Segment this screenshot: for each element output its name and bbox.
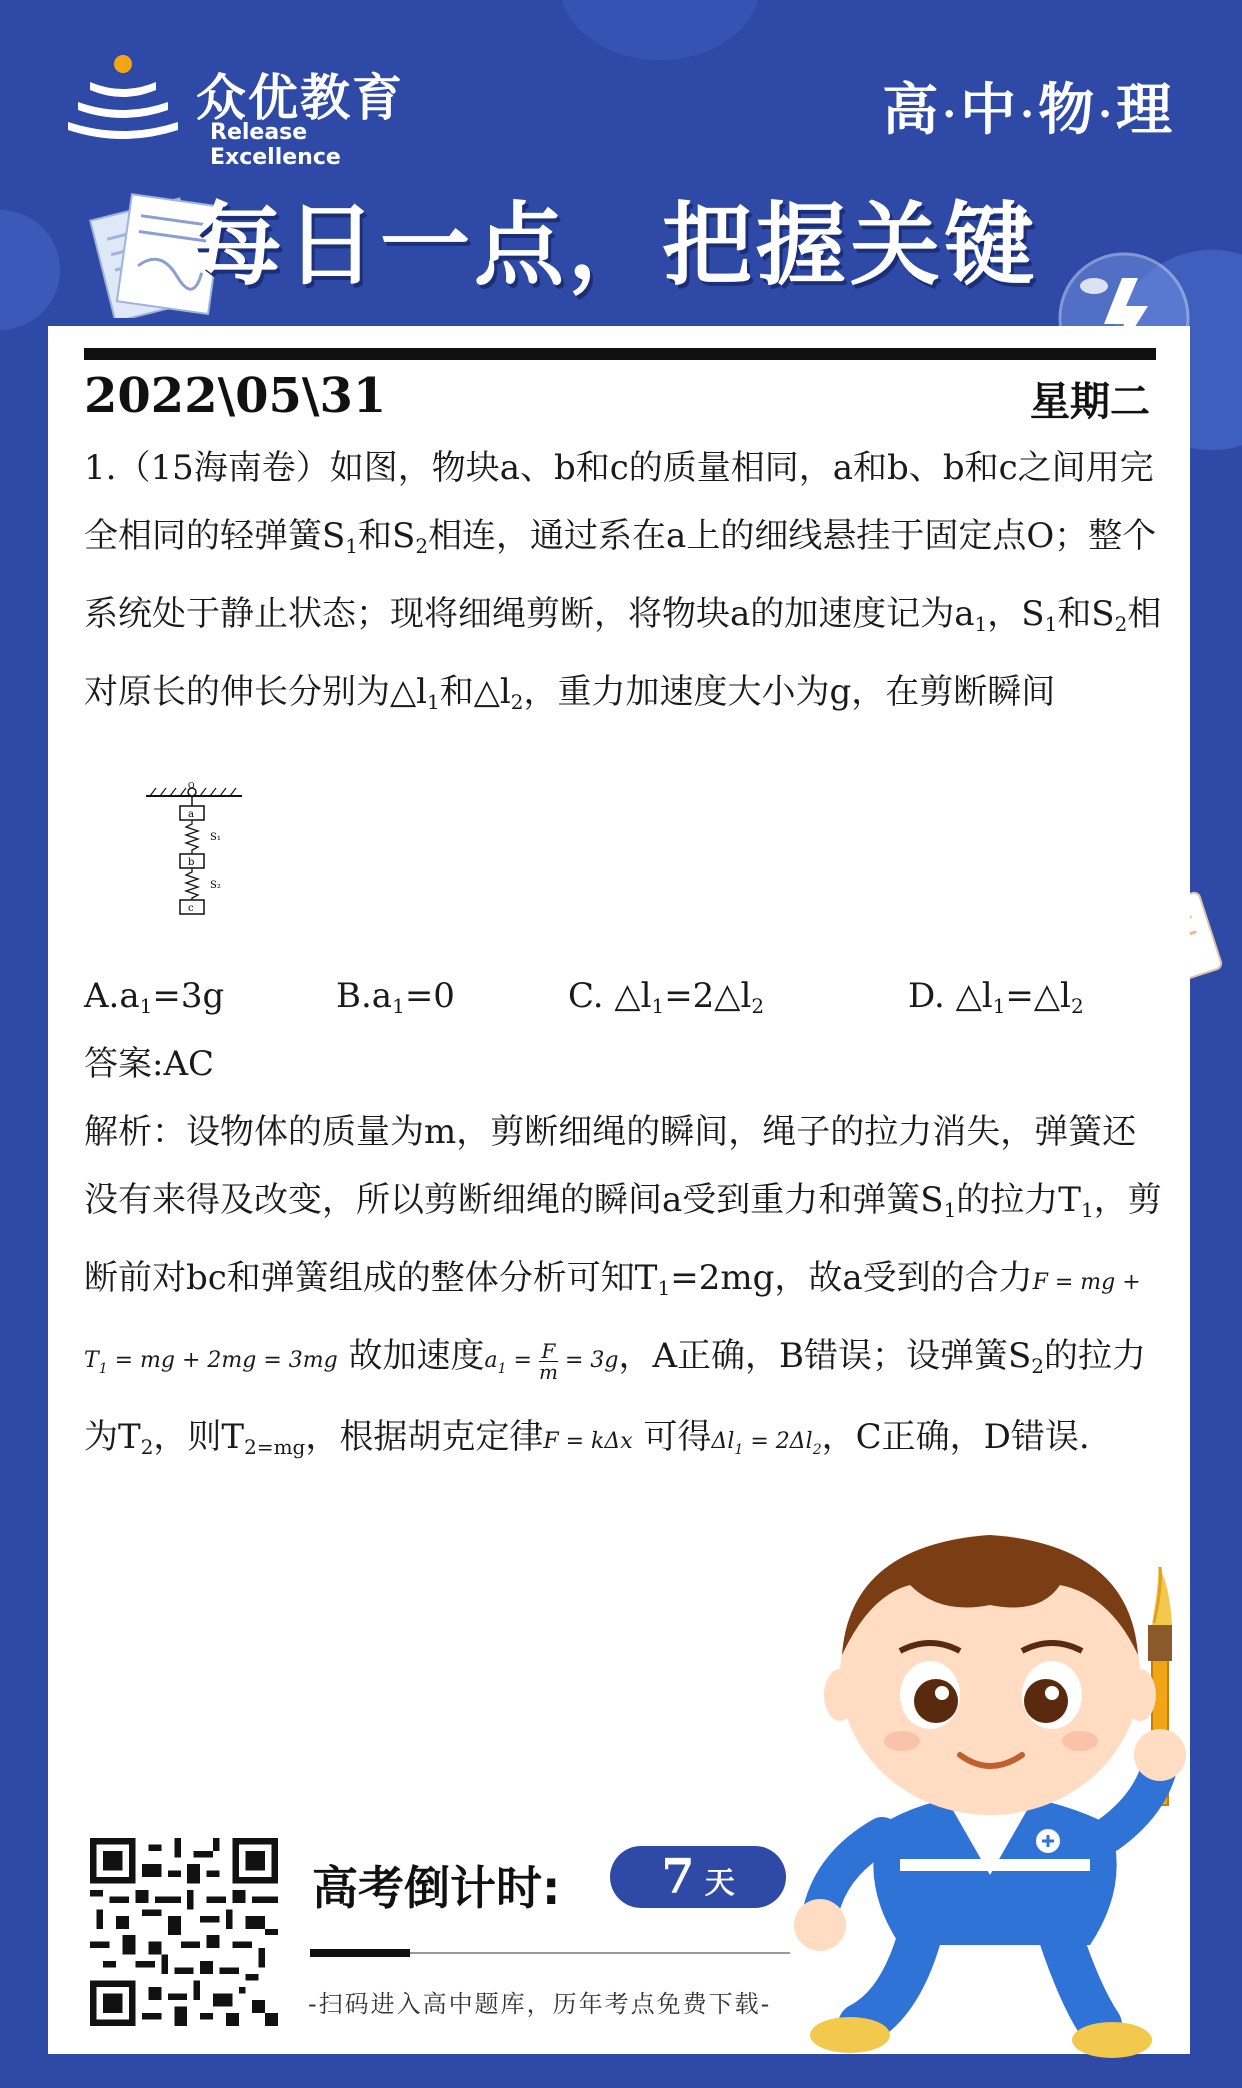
subject-dot: · — [1098, 90, 1116, 138]
question-text — [84, 434, 1164, 736]
countdown-badge — [610, 1846, 786, 1908]
question-segment: ，S — [987, 594, 1045, 634]
question-segment: 相对原长的伸长分别为△l — [84, 594, 1162, 712]
option-d — [908, 962, 1084, 1040]
analysis-segment: 解析：设物体的质量为m，剪断细绳的瞬间，绳子的拉力消失，弹簧还没有来得及改变，所以剪断细绳的瞬间a受到重力和弹簧S — [84, 1112, 1137, 1220]
analysis-segment: =2mg，故a受到的合力 — [670, 1258, 1033, 1298]
formula-text: = mg + 2mg = 3mg — [107, 1348, 338, 1373]
analysis-segment: 的拉力T — [956, 1180, 1081, 1220]
subscript: 1 — [1044, 612, 1058, 636]
subject-dot: · — [942, 90, 961, 138]
block-b-label: b — [188, 857, 195, 868]
question-segment: 和S — [358, 516, 416, 556]
countdown-unit: 天 — [704, 1866, 735, 1901]
fraction-numerator: F — [539, 1341, 558, 1362]
analysis-text — [84, 1098, 1164, 1484]
subscript: 1 — [345, 534, 359, 558]
option-text: =0 — [404, 976, 455, 1016]
spring-s2-label: S₂ — [210, 880, 221, 891]
option-text: B.a — [336, 976, 393, 1016]
answer-options — [84, 962, 1164, 1040]
subject-char: 理 — [1116, 77, 1176, 143]
subscript: 2 — [510, 690, 524, 714]
subscript: 2 — [140, 1435, 154, 1459]
subscript: 1 — [427, 690, 440, 714]
subscript: 2 — [812, 1442, 822, 1458]
option-text: C. △l — [568, 976, 652, 1016]
question-segment: 和△l — [439, 672, 511, 712]
formula-text: = 3g — [557, 1348, 619, 1373]
subscript: 1 — [734, 1442, 744, 1458]
subscript: 1 — [651, 994, 665, 1018]
formula-text: = 2Δl — [743, 1429, 813, 1454]
subject-char: 中 — [960, 77, 1021, 143]
weekday: 星期二 — [1030, 379, 1150, 425]
answer-line: 答案:AC — [84, 1044, 215, 1084]
subscript: 1 — [98, 1361, 108, 1377]
option-c — [568, 962, 908, 1040]
brand-logo — [68, 52, 428, 170]
option-text: =2△l — [664, 976, 752, 1016]
subscript: 1 — [139, 994, 153, 1018]
analysis-segment: ，剪断前对bc和弹簧组成的整体分析可知T — [84, 1180, 1162, 1298]
subscript: 1 — [974, 612, 988, 636]
slogan: 每日一点，把握关键 — [192, 193, 1038, 298]
analysis-segment: ，A正确，B错误；设弹簧S — [618, 1336, 1032, 1376]
subscript: 1 — [992, 994, 1006, 1018]
subscript: 2 — [1031, 1354, 1045, 1378]
formula-hooke: F = kΔx — [543, 1429, 633, 1454]
date: 2022\05\31 — [84, 368, 387, 424]
bg-decor-circle — [560, 0, 760, 60]
question-segment: 1.（15海南卷）如图，物块a、b和c的质量相同，a和b、b和c之间用完全相同的轻弹簧S — [84, 448, 1154, 556]
option-text: =△l — [1005, 976, 1071, 1016]
countdown-label: 高考倒计时: — [312, 1861, 561, 1915]
analysis-segment: ，则T — [153, 1417, 245, 1457]
question-segment: 相连，通过系在a上的细线悬挂于固定点O；整个系统处于静止状态；现将细绳剪断，将物块a的加速度记为a — [84, 516, 1157, 634]
subject-title — [882, 66, 1176, 146]
footer-rule-accent — [310, 1949, 410, 1957]
subscript: 2 — [415, 534, 429, 558]
point-o-label: O — [188, 782, 195, 790]
mascot-boy-icon — [790, 1505, 1210, 2065]
subject-char: 高 — [882, 77, 943, 143]
analysis-segment: 故加速度 — [337, 1336, 485, 1376]
formula-extension — [711, 1429, 822, 1458]
spring-s1-label: S₁ — [210, 832, 221, 843]
qr-code[interactable] — [90, 1838, 278, 2026]
brand-name-en: Release Excellence — [210, 120, 341, 170]
formula-text: F = mg + T — [84, 1270, 1141, 1373]
block-a-label: a — [188, 809, 194, 820]
option-text: =3g — [152, 976, 225, 1016]
analysis-segment: ，C正确，D错误. — [821, 1417, 1090, 1457]
subject-char: 物 — [1038, 77, 1099, 143]
question-segment: ，重力加速度大小为g，在剪断瞬间 — [523, 672, 1056, 712]
subject-dot: · — [1020, 90, 1039, 138]
countdown-days: 7 — [661, 1849, 695, 1905]
formula-text: = — [506, 1348, 539, 1373]
spring-blocks-figure — [146, 782, 256, 928]
formula-acceleration — [484, 1338, 619, 1384]
analysis-segment: 可得 — [632, 1417, 712, 1457]
brand-name-cn: 众优教育 — [196, 69, 404, 127]
subscript: 2 — [751, 994, 765, 1018]
subscript: 2 — [1114, 612, 1128, 636]
analysis-segment: 的拉力为T — [84, 1336, 1147, 1457]
subscript: 1 — [657, 1276, 671, 1300]
analysis-segment: ，根据胡克定律 — [305, 1417, 544, 1457]
promo-text: -扫码进入高中题库，历年考点免费下载- — [308, 1990, 772, 2018]
formula-text: Δl — [711, 1429, 735, 1454]
bg-decor-circle — [0, 210, 60, 330]
subscript: 2 — [1070, 994, 1084, 1018]
top-rule — [84, 348, 1156, 360]
subscript: 1 — [497, 1361, 507, 1377]
option-a — [84, 962, 336, 1040]
option-b — [336, 962, 568, 1040]
question-segment: 和S — [1057, 594, 1115, 634]
formula-text: a — [484, 1348, 498, 1373]
logo-mark-icon — [68, 52, 178, 142]
option-text: D. △l — [908, 976, 993, 1016]
block-c-label: c — [188, 903, 194, 914]
subscript: 1 — [392, 994, 405, 1018]
subscript: 1 — [1080, 1198, 1094, 1222]
fraction — [538, 1338, 558, 1384]
subscript: 1 — [943, 1198, 957, 1222]
subscript: 2=mg — [244, 1435, 306, 1459]
fraction-denominator: m — [538, 1359, 558, 1384]
option-text: A.a — [84, 976, 140, 1016]
